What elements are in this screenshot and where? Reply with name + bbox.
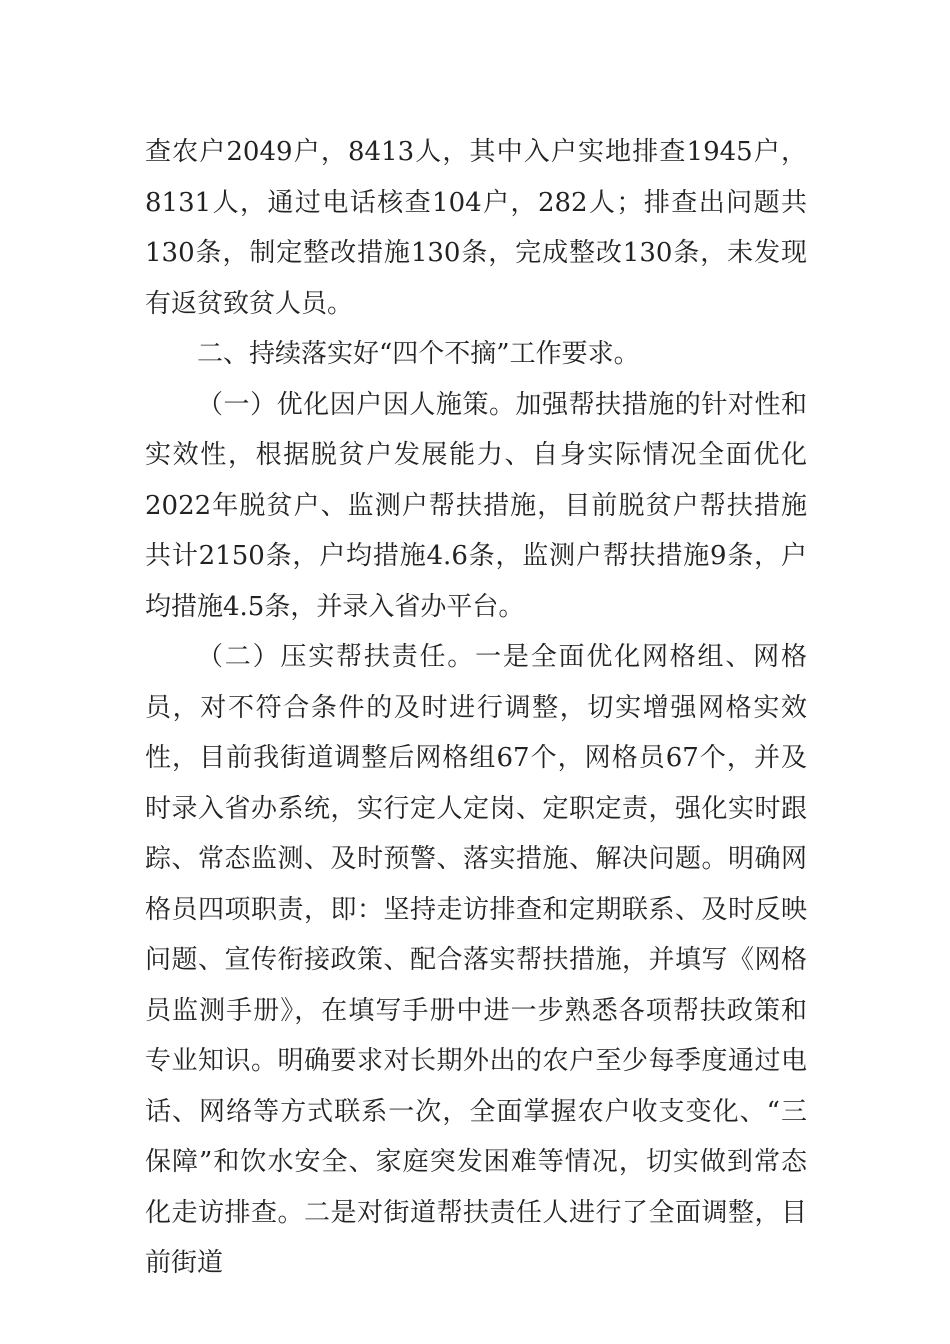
paragraph-optimize-policies: （一）优化因户因人施策。加强帮扶措施的针对性和实效性，根据脱贫户发展能力、自身实际情况全面优化2022年脱贫户、监测户帮扶措施，目前脱贫户帮扶措施共计2150条，户均措施4.6条，监测户帮扶措施9条，户均措施4.5条，并录入省办平台。 <box>145 389 807 622</box>
paragraph-investigation-summary: 查农户2049户，8413人，其中入户实地排查1945户，8131人，通过电话核查104户，282人；排查出问题共130条，制定整改措施130条，完成整改130条，未发现有返贫致贫人员。 <box>145 137 807 319</box>
section-heading-four-no-removal: 二、持续落实好“四个不摘”工作要求。 <box>197 339 640 369</box>
document-body <box>145 127 807 1289</box>
paragraph-assistance-responsibility: （二）压实帮扶责任。一是全面优化网格组、网格员，对不符合条件的及时进行调整，切实增强网格实效性，目前我街道调整后网格组67个，网格员67个，并及时录入省办系统，实行定人定岗、定职定责，强化实时跟踪、常态监测、及时预警、落实措施、解决问题。明确网格员四项职责，即：坚持走访排查和定期联系、及时反映问题、宣传衔接政策、配合落实帮扶措施，并填写《网格员监测手册》，在填写手册中进一步熟悉各项帮扶政策和专业知识。明确要求对长期外出的农户至少每季度通过电话、网络等方式联系一次，全面掌握农户收支变化、“三保障”和饮水安全、家庭突发困难等情况，切实做到常态化走访排查。二是对街道帮扶责任人进行了全面调整，目前街道 <box>145 642 807 1278</box>
